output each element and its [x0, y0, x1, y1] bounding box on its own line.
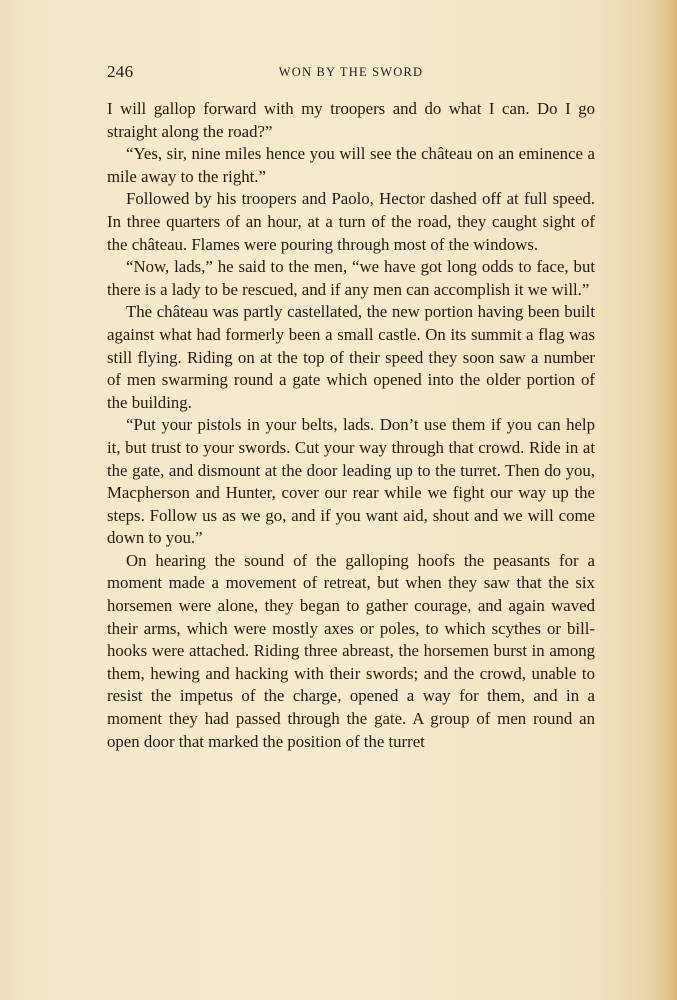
- paragraph: Followed by his troopers and Paolo, Hector dashed off at full speed. In three quarters of an hour, at a turn of the road, they caught sight of the château. Flames were pouring through most of the windows.: [107, 189, 595, 254]
- body-text: [107, 98, 595, 753]
- page-number: 246: [107, 62, 134, 81]
- page-gutter-shadow: [655, 0, 677, 1000]
- paragraph: “Yes, sir, nine miles hence you will see the château on an eminence a mile away to the right.”: [107, 144, 595, 186]
- running-title: WON BY THE SWORD: [278, 65, 424, 79]
- page-header: [107, 62, 595, 84]
- paragraph: “Now, lads,” he said to the men, “we have got long odds to face, but there is a lady to be rescued, and if any men can accomplish it we will.”: [107, 257, 595, 299]
- paragraph: I will gallop forward with my troopers and do what I can. Do I go straight along the road?”: [107, 99, 595, 141]
- paragraph: On hearing the sound of the galloping hoofs the peasants for a moment made a movement of retreat, but when they saw that the six horsemen were alone, they began to gather courage, and again waved their arms, which were mostly axes or poles, to which scythes or bill-hooks were attached. Riding three abreast, the horsemen burst in among them, hewing and hacking with their swords; and the crowd, unable to resist the impetus of the charge, opened a way for them, and in a moment they had passed through the gate. A group of men round an open door that marked the position of the turret: [107, 550, 595, 751]
- paragraph: “Put your pistols in your belts, lads. Don’t use them if you can help it, but trust to your swords. Cut your way through that crowd. Ride in at the gate, and dismount at the door leading up to the turret. Then do you, Macpherson and Hunter, cover our rear while we fight our way up the steps. Follow us as we go, and if you want aid, shout and we will come down to you.”: [107, 415, 595, 548]
- paragraph: The château was partly castellated, the new portion having been built against what had formerly been a small castle. On its summit a flag was still flying. Riding on at the top of their speed they soon saw a number of men swarming round a gate which opened into the older portion of the building.: [107, 302, 595, 412]
